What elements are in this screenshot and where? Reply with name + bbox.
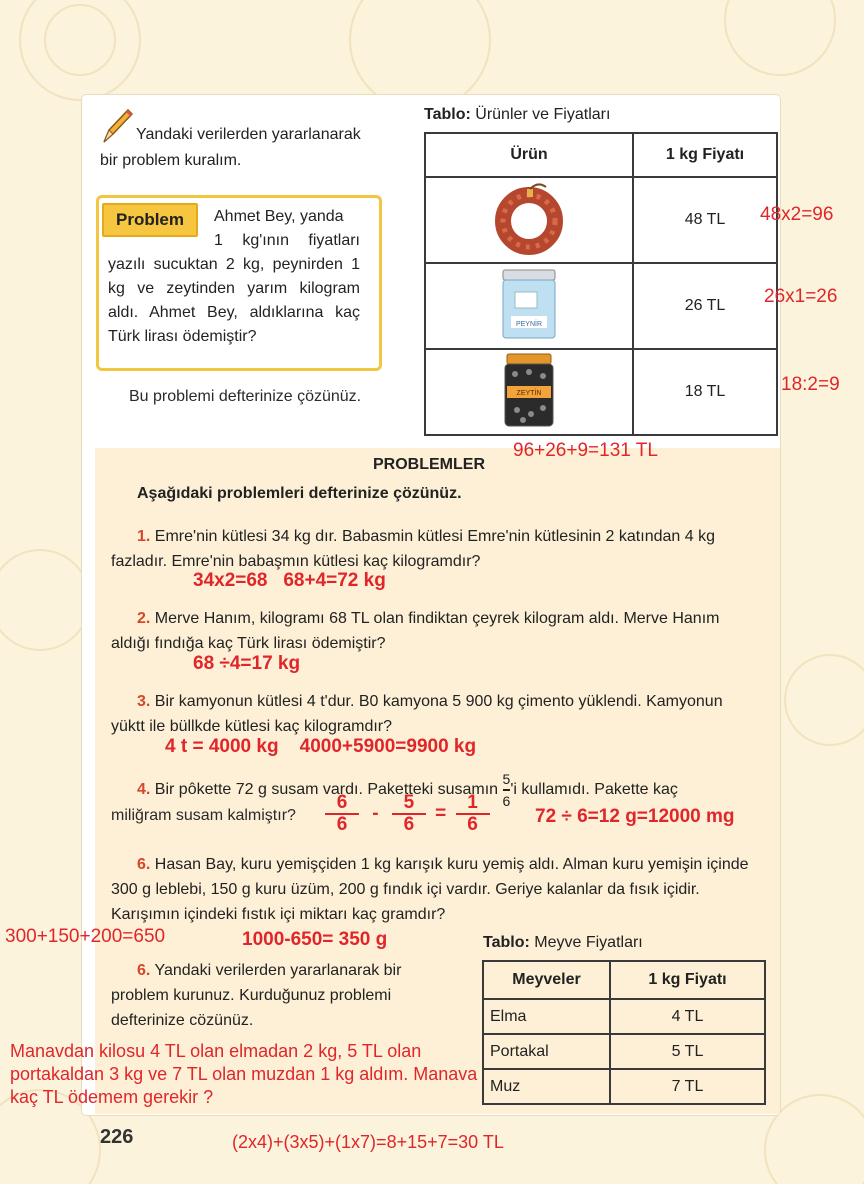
fraction: $\frac{5}{6}$ [502,771,511,809]
fruit-name: Muz [483,1069,610,1104]
answer-5: 1000-650= 350 g [242,929,388,950]
price-cell: 18 TL [633,349,777,435]
fruit-table-title-bold: Tablo: [483,934,530,951]
fruit-price: 7 TL [610,1069,765,1104]
col-fruit-price: 1 kg Fiyatı [610,961,765,999]
price-table-title-bold: Tablo: [424,106,471,123]
problem-2 [111,606,751,656]
product-cell [425,177,633,263]
price-table-title-text: Ürünler ve Fiyatları [475,106,611,123]
instruction: Aşağıdaki problemleri defterinize çözünüz. [137,485,462,502]
table-row [483,1034,765,1069]
olive-label: ZEYTİN [516,389,542,397]
price-cell: 48 TL [633,177,777,263]
problem-number: 6. [137,962,151,979]
intro-line-2: bir problem kuralım. [100,152,242,169]
price-table [424,132,778,436]
section-title: PROBLEMLER [373,456,485,473]
answer-2: 68 ÷4=17 kg [193,653,301,674]
table-row [425,349,777,435]
note-5: 300+150+200=650 [5,926,166,947]
note-sausage: 48x2=96 [760,204,834,225]
problem-text-b: 'i kullamıdı. Pakette kaç [510,781,678,799]
problem-number: 3. [137,693,151,710]
problem-text-a: Bir pôkette 72 g susam vardı. Paketteki susamın [154,781,499,799]
problem-number: 1. [137,528,151,545]
fruit-name: Elma [483,999,610,1034]
olive-jar-icon [501,352,557,428]
total-note: 96+26+9=131 TL [513,440,658,461]
note-cheese: 26x1=26 [764,286,838,307]
problem-text: Merve Hanım, kilogramı 68 TL olan findiktan çeyrek kilogram aldı. Merve Hanım aldığı fındığa kaç Türk lirası ödemiştir? [111,610,720,652]
fruit-price: 4 TL [610,999,765,1034]
problem-text: Emre'nin kütlesi 34 kg dır. Babasmin kütlesi Emre'nin kütlesinin 2 katından 4 kg fazladır. Emre'nin babaşmın kütlesi kaç kilogramdır? [111,528,715,570]
intro-line-1: Yandaki verilerden yararlanarak [136,126,361,143]
problem-4-text-c: miliğram susam kalmiştır? [111,807,296,824]
solution-6: (2x4)+(3x5)+(1x7)=8+15+7=30 TL [232,1132,504,1152]
fruit-table-title-text: Meyve Fiyatları [534,934,643,951]
answer-3: 4 t = 4000 kg 4000+5900=9900 kg [165,736,477,757]
table-row [425,177,777,263]
problem-text: 1 kg'ının fiyatları yazılı sucuktan 2 kg, peynirden 1 kg ve zeytinden yarım kilogram aldı. Ahmet Bey, aldıklarına kaç Türk lirası ödemiştir? [108,232,360,345]
sausage-icon [494,181,564,255]
price-cell: 26 TL [633,263,777,349]
fruit-price: 5 TL [610,1034,765,1069]
fruit-name: Portakal [483,1034,610,1069]
page-number: 226 [100,1126,134,1148]
problem-number: 6. [137,856,151,873]
answer-4: 72 ÷ 6=12 g=12000 mg [535,806,735,827]
product-cell [425,263,633,349]
problem-5 [111,852,751,927]
cheese-jar-icon [497,266,561,342]
problem-label: Problem [102,203,198,237]
problem-text: Hasan Bay, kuru yemişçiden 1 kg karışık kuru yemiş aldı. Alman kuru yemişin içinde 300 g leblebi, 150 g kuru üzüm, 200 g fındık içi vardır. Geriye kalanlar da fısık içidir. Karışımın içindeki fıstık içi miktarı kaç gramdır? [111,856,749,923]
problem-number: 4. [137,781,151,799]
solve-note: Bu problemi defterinize çözünüz. [129,388,362,405]
cheese-label: PEYNİR [515,320,543,328]
student-problem: Manavdan kilosu 4 TL olan elmadan 2 kg, 5 TL olan portakaldan 3 kg ve 7 TL olan muzdan 1 kg aldım. Manava kaç TL ödemem gerekir ? [10,1041,478,1107]
table-row [483,1069,765,1104]
problem-6 [111,958,461,1033]
problem-line-1: Ahmet Bey, yanda [214,208,344,225]
note-olive: 18:2=9 [781,374,840,395]
fruit-table-title [483,934,643,952]
col-price: 1 kg Fiyatı [633,133,777,177]
product-cell [425,349,633,435]
problem-text: Yandaki verilerden yararlanarak bir problem kurunuz. Kurduğunuz problemi defterinize cözünüz. [111,962,402,1029]
col-product: Ürün [425,133,633,177]
problem-number: 2. [137,610,151,627]
answer-1: 34x2=68 68+4=72 kg [193,570,386,591]
price-table-title [424,106,610,124]
pencil-icon [100,106,134,146]
fruit-table [482,960,766,1105]
table-row [483,999,765,1034]
problem-text: Bir kamyonun kütlesi 4 t'dur. B0 kamyona 5 900 kg çimento yüklendi. Kamyonun yüktt ile büllkde kütlesi kaç kilogramdır? [111,693,723,735]
table-row [425,263,777,349]
col-fruit: Meyveler [483,961,610,999]
answer-4-fractions: $\frac{6}{6}$ - $\frac{5}{6}$ = $\frac{1}{6}$ [325,794,490,834]
problem-1 [111,524,751,574]
problem-3 [111,689,751,739]
